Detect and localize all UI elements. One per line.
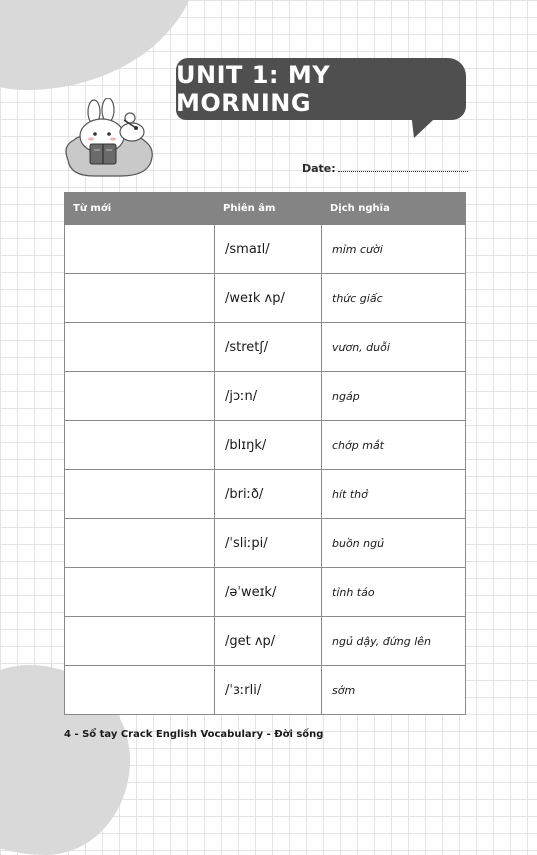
word-cell[interactable]	[65, 470, 215, 519]
meaning-cell: mỉm cười	[322, 225, 466, 274]
ipa-cell: /stretʃ/	[215, 323, 322, 372]
ipa-cell: /blɪŋk/	[215, 421, 322, 470]
table-row	[65, 470, 466, 519]
ipa-cell: /weɪk ʌp/	[215, 274, 322, 323]
header-phonetic: Phiên âm	[215, 193, 322, 225]
meaning-cell: ngáp	[322, 372, 466, 421]
word-cell[interactable]	[65, 519, 215, 568]
word-cell[interactable]	[65, 274, 215, 323]
word-cell[interactable]	[65, 225, 215, 274]
ipa-cell: /jɔːn/	[215, 372, 322, 421]
meaning-cell: vươn, duỗi	[322, 323, 466, 372]
table-row	[65, 519, 466, 568]
table-row	[65, 666, 466, 715]
bunny-reading-mascot-icon	[60, 98, 158, 180]
word-cell[interactable]	[65, 617, 215, 666]
meaning-cell: tỉnh táo	[322, 568, 466, 617]
meaning-cell: sớm	[322, 666, 466, 715]
table-row	[65, 372, 466, 421]
meaning-cell: ngủ dậy, đứng lên	[322, 617, 466, 666]
table-row	[65, 274, 466, 323]
meaning-cell: hít thở	[322, 470, 466, 519]
word-cell[interactable]	[65, 372, 215, 421]
date-dotted-line	[338, 171, 468, 172]
table-row	[65, 323, 466, 372]
table-header-row	[65, 193, 466, 225]
word-cell[interactable]	[65, 421, 215, 470]
header-meaning: Dịch nghĩa	[322, 193, 466, 225]
date-field[interactable]	[302, 162, 468, 175]
vocabulary-table	[64, 192, 466, 715]
ipa-cell: /briːð/	[215, 470, 322, 519]
ipa-cell: /get ʌp/	[215, 617, 322, 666]
table-row	[65, 617, 466, 666]
word-cell[interactable]	[65, 323, 215, 372]
ipa-cell: /əˈweɪk/	[215, 568, 322, 617]
meaning-cell: thức giấc	[322, 274, 466, 323]
table-row	[65, 568, 466, 617]
date-label: Date:	[302, 162, 336, 175]
ipa-cell: /ˈsliːpi/	[215, 519, 322, 568]
decorative-blob-top	[0, 0, 200, 90]
word-cell[interactable]	[65, 568, 215, 617]
meaning-cell: buồn ngủ	[322, 519, 466, 568]
unit-title: UNIT 1: MY MORNING	[176, 61, 331, 117]
meaning-cell: chớp mắt	[322, 421, 466, 470]
page-footer: 4 - Sổ tay Crack English Vocabulary - Đời sống	[64, 729, 324, 740]
ipa-cell: /smaɪl/	[215, 225, 322, 274]
table-row	[65, 421, 466, 470]
header-new-word: Từ mới	[65, 193, 215, 225]
table-row	[65, 225, 466, 274]
ipa-cell: /ˈɜːrli/	[215, 666, 322, 715]
word-cell[interactable]	[65, 666, 215, 715]
